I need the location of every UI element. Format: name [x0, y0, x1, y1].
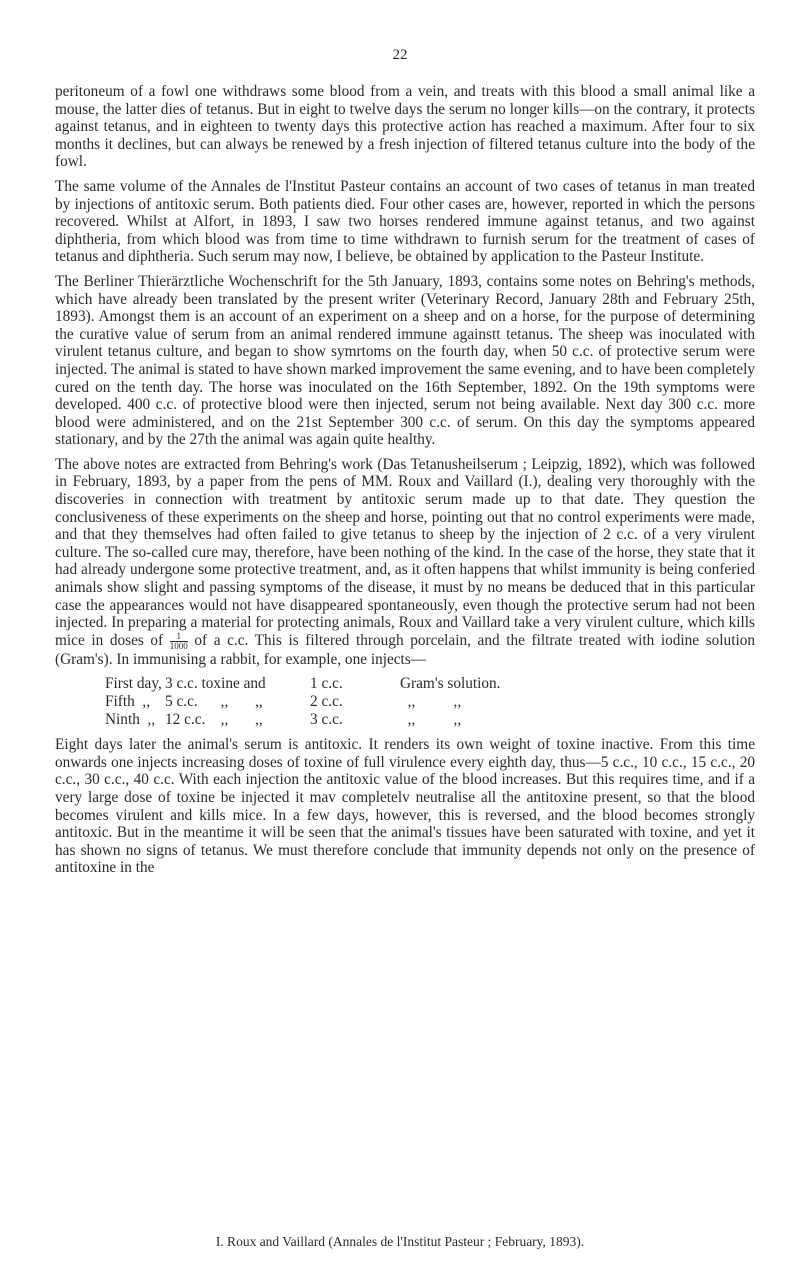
paragraph-5: Eight days later the animal's serum is antitoxic. It renders its own weight of toxine inactive. From this time onwards one injects increasing doses of toxine of full virulence every eighth day, thus—5 c.c., 10 c.c., 15 c.c., 20 c.c., 30 c.c., 40 c.c. With each injection the antitoxic value of the blood increases. But this requires time, and if a very large dose of toxine be injected it mav completelv neutralise all the antitoxine present, so that the blood becomes virulent and kills mice. In a few days, however, this is reversed, and the blood becomes strongly antitoxic. But in the meantime it will be seen that the animal's tissues have been saturated with toxine, and yet it has shown no signs of tetanus. We must therefore conclude that immunity depends not only on the presence of antitoxine in the [55, 736, 755, 877]
dose-gram: 3 c.c. [310, 710, 343, 728]
dose-toxine: 3 c.c. toxine and [165, 675, 266, 693]
dose-solution: ,, ,, [400, 693, 462, 710]
paragraph-4-continuation: of a c.c. This is filtered through porcelain, and the filtrate treated with iodine solution (Gram's). In immunising a rabbit, for example, one injects— [55, 631, 755, 668]
dose-toxine: 12 c.c. ,, ,, [165, 710, 263, 728]
fraction-numerator: 1 [170, 632, 188, 642]
dose-day: Ninth ,, [105, 710, 156, 728]
paragraph-2: The same volume of the Annales de l'Institut Pasteur contains an account of two cases of tetanus in man treated by injections of antitoxic serum. Both patients died. Four other cases are, however, reported in which the persons recovered. Whilst at Alfort, in 1893, I saw two horses rendered immune against tetanus, and two against diphtheria, from which blood was from time to time withdrawn to furnish serum for the treatment of cases of tetanus and diphtheria. Such serum may now, I believe, be obtained by application to the Pasteur Institute. [55, 177, 755, 266]
dose-day: Fifth ,, [105, 693, 151, 710]
footnote: I. Roux and Vaillard (Annales de l'Institut Pasteur ; February, 1893). [215, 1234, 585, 1249]
paragraph-3: The Berliner Thierärztliche Wochenschrift for the 5th January, 1893, contains some notes on Behring's methods, which have already been translated by the present writer (Veterinary Record, January 28th and February 25th, 1893). Amongst them is an account of an experiment on a sheep and on a horse, for the purpose of determining the curative value of serum from an animal rendered immune againstt tetanus. The sheep was inoculated with virulent tetanus culture, and began to show symrtoms on the fourth day, when 50 c.c. of protective serum were injected. The animal is stated to have shown marked improvement the same evening, and to have been completely cured on the tenth day. The horse was inoculated on the 16th September, 1892. On the 19th symptoms were developed. 400 c.c. of protective blood were then injected, serum not being available. Next day 300 c.c. more blood were administered, and on the 21st September 300 c.c. of serum. On this day the symptoms appeared stationary, and by the 27th the animal was again quite healthy. [55, 272, 755, 449]
page-number: 22 [392, 47, 408, 63]
paragraph-4 [55, 456, 755, 669]
dose-row [105, 693, 665, 711]
dose-gram: 1 c.c. [310, 675, 343, 693]
dose-solution: ,, ,, [400, 710, 462, 728]
dose-row [105, 675, 665, 693]
paragraph-1: peritoneum of a fowl one withdraws some blood from a vein, and treats with this blood a small animal like a mouse, the latter dies of tetanus. But in eight to twelve days the serum no longer kills—on the contrary, it protects against tetanus, and in eighteen to twenty days this protective action has reached a maximum. After four to six months it declines, but can always be renewed by a fresh injection of filtered tetanus culture into the body of the fowl. [55, 83, 755, 171]
dose-row [105, 711, 665, 729]
dose-solution: Gram's solution. [400, 675, 501, 693]
dose-gram: 2 c.c. [310, 693, 343, 710]
dose-day: First day, [105, 675, 162, 693]
fraction-denominator: 1000 [169, 640, 188, 651]
dose-fraction [170, 632, 188, 651]
body-text [55, 83, 755, 884]
dose-toxine: 5 c.c. ,, ,, [165, 693, 263, 710]
dose-schedule [105, 675, 665, 728]
paragraph-4-text: The above notes are extracted from Behring's work (Das Tetanusheilserum ; Leipzig, 1892), which was followed in February, 1893, by a paper from the pens of MM. Roux and Vaillard (I.), dealing very thoroughly with the discoveries in connection with treatment by antitoxic serum made up to that date. They question the conclusiveness of these experiments on the sheep and horse, pointing out that no control experiments were made, and that they themselves had often failed to give tetanus to sheep by the injection of 2 c.c. of a very virulent culture. The so-called cure may, therefore, have been nothing of the kind. In the case of the horse, they state that it had already undergone some protective treatment, and, as it often happens that whilst immunity is being conferied animals show slight and passing symptoms of the disease, it must by no means be deduced that in this particular case the appearances would not have disappeared spontaneously, even though the protective serum had not been injected. In preparing a material for protecting animals, Roux and Vaillard take a very virulent culture, which kills mice in doses of [55, 455, 755, 649]
